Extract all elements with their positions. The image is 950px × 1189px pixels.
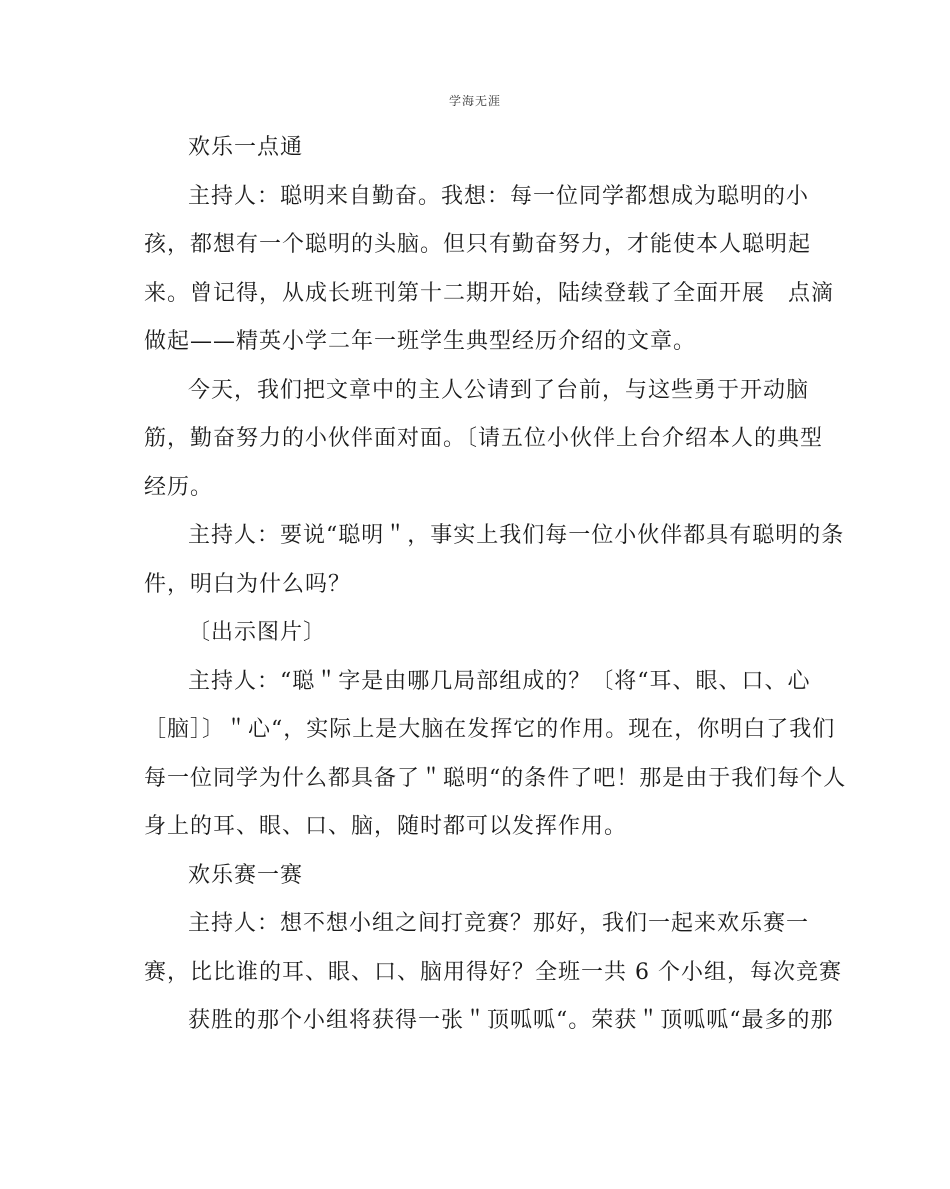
- paragraph-line: 来。曾记得，从成长班刊第十二期开始，陆续登载了全面开展 点滴: [144, 280, 835, 306]
- paragraph-line: 赛，比比谁的耳、眼、口、脑用得好？全班一共 6 个小组，每次竞赛: [144, 959, 842, 985]
- section-heading: 欢乐赛一赛: [188, 862, 304, 888]
- paragraph-line: 主持人：想不想小组之间打竞赛？那好，我们一起来欢乐赛一: [188, 911, 810, 936]
- page-header: 学海无涯: [448, 94, 501, 108]
- paragraph-line: 主持人：要说“聪明＂，事实上我们每一位小伙伴都具有聪明的条: [188, 523, 845, 548]
- paragraph-line: 经历。: [144, 474, 214, 500]
- section-heading: 欢乐一点通: [188, 135, 304, 160]
- document-body: [144, 124, 847, 1046]
- paragraph-line: 获胜的那个小组将获得一张＂顶呱呱“。荣获＂顶呱呱“最多的那: [188, 1008, 834, 1033]
- paragraph-line: 〔出示图片〕: [188, 620, 327, 645]
- paragraph-line: 做起——精英小学二年一班学生典型经历介绍的文章。: [144, 329, 697, 354]
- paragraph-line: 每一位同学为什么都具备了＂聪明“的条件了吧！那是由于我们每个人: [144, 765, 847, 791]
- paragraph-line: 筋，勤奋努力的小伙伴面对面。〔请五位小伙伴上台介绍本人的典型: [144, 426, 824, 451]
- paragraph-line: 主持人：“聪＂字是由哪几局部组成的？〔将“耳、眼、口、心: [188, 668, 811, 694]
- paragraph-line: ［脑］〕＂心“，实际上是大脑在发挥它的作用。现在，你明白了我们: [144, 717, 836, 742]
- paragraph-line: 今天，我们把文章中的主人公请到了台前，与这些勇于开动脑: [188, 377, 810, 403]
- paragraph-line: 件，明白为什么吗？: [144, 571, 352, 597]
- paragraph-line: 主持人：聪明来自勤奋。我想：每一位同学都想成为聪明的小: [188, 183, 810, 209]
- paragraph-line: 孩，都想有一个聪明的头脑。但只有勤奋努力，才能使本人聪明起: [144, 232, 812, 257]
- paragraph-line: 身上的耳、眼、口、脑，随时都可以发挥作用。: [144, 814, 628, 839]
